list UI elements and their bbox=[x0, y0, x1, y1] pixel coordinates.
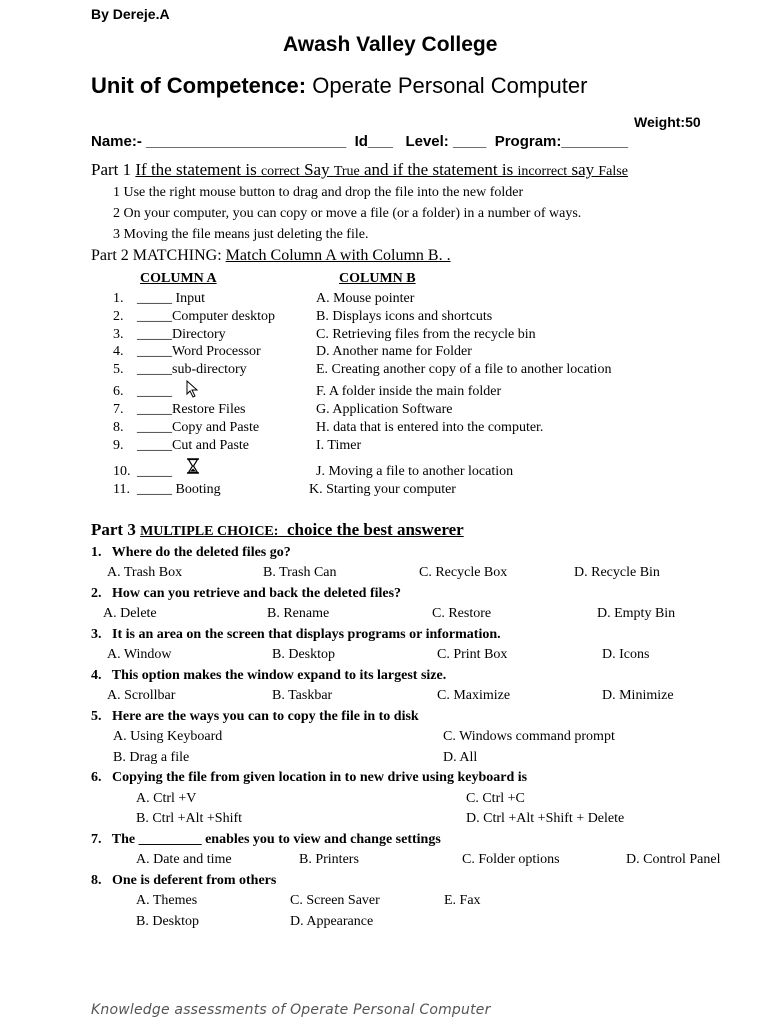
answer-option: C. Maximize bbox=[437, 688, 511, 703]
column-b-header: COLUMN B bbox=[339, 271, 416, 286]
answer-option: C. Print Box bbox=[437, 647, 508, 662]
part1-text-f: and if the statement is bbox=[364, 160, 514, 179]
match-a-item bbox=[113, 402, 246, 418]
part3-subtitle: MULTIPLE CHOICE: bbox=[140, 524, 279, 539]
part2-instruction: Match Column A with Column B. . bbox=[225, 247, 451, 264]
question: 4. This option makes the window expand to its largest size. bbox=[91, 668, 447, 683]
item-number: 8. bbox=[113, 420, 124, 435]
student-info-line bbox=[91, 133, 628, 150]
answer-option: D. Icons bbox=[602, 647, 650, 662]
answer-option: A. Date and time bbox=[136, 852, 232, 867]
program-field: Program:________ bbox=[494, 133, 629, 150]
part1-instruction bbox=[135, 160, 628, 179]
part3-title: choice the best answerer bbox=[278, 520, 464, 539]
answer-option: D. Recycle Bin bbox=[574, 565, 660, 580]
answer-option: C. Restore bbox=[432, 606, 492, 621]
part1-text-c: correct bbox=[260, 164, 300, 179]
answer-option: A. Trash Box bbox=[107, 565, 183, 580]
answer-option: A. Ctrl +V bbox=[136, 791, 197, 806]
item-text: _____Copy and Paste bbox=[137, 420, 260, 435]
answer-option: A. Using Keyboard bbox=[113, 729, 223, 744]
match-a-item bbox=[113, 464, 172, 480]
item-number: 9. bbox=[113, 438, 124, 453]
match-b-item: G. Application Software bbox=[316, 402, 453, 417]
item-number: 2 bbox=[113, 206, 120, 221]
answer-option: B. Rename bbox=[267, 606, 330, 621]
part1-item bbox=[113, 206, 581, 222]
part1-text-b: If the statement is bbox=[135, 160, 257, 179]
college-title: Awash Valley College bbox=[283, 33, 498, 56]
answer-option: B. Ctrl +Alt +Shift bbox=[136, 811, 243, 826]
part1-text-e: True bbox=[333, 164, 360, 179]
column-a-header: COLUMN A bbox=[140, 271, 217, 286]
question: 7. The _________ enables you to view and change settings bbox=[91, 832, 441, 847]
answer-option: A. Scrollbar bbox=[107, 688, 176, 703]
match-a-item bbox=[113, 362, 247, 378]
item-number: 2. bbox=[113, 309, 124, 324]
question: 5. Here are the ways you can to copy the file in to disk bbox=[91, 709, 419, 724]
answer-option: D. Ctrl +Alt +Shift + Delete bbox=[466, 811, 625, 826]
part2-heading bbox=[91, 247, 451, 265]
author-line: By Dereje.A bbox=[91, 6, 170, 22]
hourglass-icon bbox=[186, 458, 200, 474]
match-a-item bbox=[113, 344, 261, 360]
answer-option: B. Desktop bbox=[272, 647, 335, 662]
match-b-item: D. Another name for Folder bbox=[316, 344, 472, 359]
answer-option: B. Drag a file bbox=[113, 750, 190, 765]
item-number: 3. bbox=[113, 327, 124, 342]
match-a-item bbox=[113, 420, 259, 436]
part1-text-i: False bbox=[598, 164, 628, 179]
item-number: 11. bbox=[113, 482, 130, 497]
match-b-item: B. Displays icons and shortcuts bbox=[316, 309, 493, 324]
match-b-item: K. Starting your computer bbox=[309, 482, 456, 497]
answer-option: C. Ctrl +C bbox=[466, 791, 525, 806]
item-text: _____Computer desktop bbox=[137, 309, 276, 324]
id-field: Id___ bbox=[354, 133, 393, 150]
answer-option: A. Window bbox=[107, 647, 172, 662]
unit-label: Unit of Competence: bbox=[91, 73, 307, 98]
answer-option: B. Trash Can bbox=[263, 565, 337, 580]
answer-option: D. All bbox=[443, 750, 478, 765]
item-text: Moving the file means just deleting the file. bbox=[123, 227, 369, 242]
part1-label: Part 1 bbox=[91, 160, 132, 179]
match-a-item bbox=[113, 438, 249, 454]
answer-option: C. Screen Saver bbox=[290, 893, 380, 908]
item-text: _____ Booting bbox=[137, 482, 221, 497]
item-text: _____Cut and Paste bbox=[137, 438, 249, 453]
item-text: _____Directory bbox=[137, 327, 226, 342]
answer-option: C. Windows command prompt bbox=[443, 729, 615, 744]
part1-item bbox=[113, 227, 368, 243]
match-b-item: J. Moving a file to another location bbox=[316, 464, 514, 479]
mouse-pointer-icon bbox=[185, 380, 201, 398]
item-text: _____ bbox=[137, 384, 172, 399]
answer-option: C. Folder options bbox=[462, 852, 560, 867]
item-number: 5. bbox=[113, 362, 124, 377]
part1-heading bbox=[91, 160, 628, 180]
question: 1. Where do the deleted files go? bbox=[91, 545, 291, 560]
part2-label: Part 2 MATCHING: bbox=[91, 247, 226, 264]
item-number: 6. bbox=[113, 384, 124, 399]
question: 8. One is deferent from others bbox=[91, 873, 277, 888]
match-a-item bbox=[113, 327, 226, 343]
answer-option: D. Minimize bbox=[602, 688, 674, 703]
question: 3. It is an area on the screen that displays programs or information. bbox=[91, 627, 501, 642]
match-b-item: A. Mouse pointer bbox=[316, 291, 415, 306]
part1-item bbox=[113, 185, 523, 201]
unit-line bbox=[91, 73, 587, 99]
weight-label: Weight:50 bbox=[634, 114, 701, 130]
answer-option: D. Empty Bin bbox=[597, 606, 676, 621]
part3-label: Part 3 bbox=[91, 520, 141, 539]
answer-option: B. Taskbar bbox=[272, 688, 333, 703]
match-a-item bbox=[113, 291, 205, 307]
unit-value: Operate Personal Computer bbox=[312, 73, 588, 98]
part1-text-h: say bbox=[571, 160, 595, 179]
question: 2. How can you retrieve and back the deleted files? bbox=[91, 586, 402, 601]
answer-option: C. Recycle Box bbox=[419, 565, 508, 580]
item-number: 1. bbox=[113, 291, 124, 306]
page-footer: Knowledge assessments of Operate Personal Computer bbox=[91, 1002, 491, 1018]
part1-text-g: incorrect bbox=[517, 164, 568, 179]
answer-option: B. Desktop bbox=[136, 914, 199, 929]
answer-option: E. Fax bbox=[444, 893, 481, 908]
item-text: On your computer, you can copy or move a file (or a folder) in a number of ways. bbox=[123, 206, 582, 221]
item-text: _____sub-directory bbox=[137, 362, 247, 377]
part1-text-d: Say bbox=[304, 160, 330, 179]
item-text: _____ Input bbox=[137, 291, 206, 306]
match-a-item bbox=[113, 384, 172, 400]
item-number: 1 bbox=[113, 185, 120, 200]
item-number: 3 bbox=[113, 227, 120, 242]
match-b-item: I. Timer bbox=[316, 438, 362, 453]
item-number: 10. bbox=[113, 464, 131, 479]
answer-option: D. Control Panel bbox=[626, 852, 721, 867]
item-text: _____Word Processor bbox=[137, 344, 261, 359]
part3-heading bbox=[91, 520, 464, 540]
match-a-item bbox=[113, 309, 275, 325]
level-field: Level: ____ bbox=[405, 133, 487, 150]
match-b-item: E. Creating another copy of a file to another location bbox=[316, 362, 612, 377]
item-text: Use the right mouse button to drag and drop the file into the new folder bbox=[123, 185, 524, 200]
match-a-item bbox=[113, 482, 221, 498]
question: 6. Copying the file from given location in to new drive using keyboard is bbox=[91, 770, 528, 785]
answer-option: A. Delete bbox=[103, 606, 157, 621]
match-b-item: C. Retrieving files from the recycle bin bbox=[316, 327, 536, 342]
match-b-item: F. A folder inside the main folder bbox=[316, 384, 502, 399]
item-number: 7. bbox=[113, 402, 124, 417]
answer-option: D. Appearance bbox=[290, 914, 374, 929]
item-text: _____ bbox=[137, 464, 172, 479]
item-text: _____Restore Files bbox=[137, 402, 246, 417]
match-b-item: H. data that is entered into the computer. bbox=[316, 420, 544, 435]
answer-option: A. Themes bbox=[136, 893, 198, 908]
name-field: Name:- ________________________ bbox=[91, 133, 347, 150]
answer-option: B. Printers bbox=[299, 852, 359, 867]
item-number: 4. bbox=[113, 344, 124, 359]
